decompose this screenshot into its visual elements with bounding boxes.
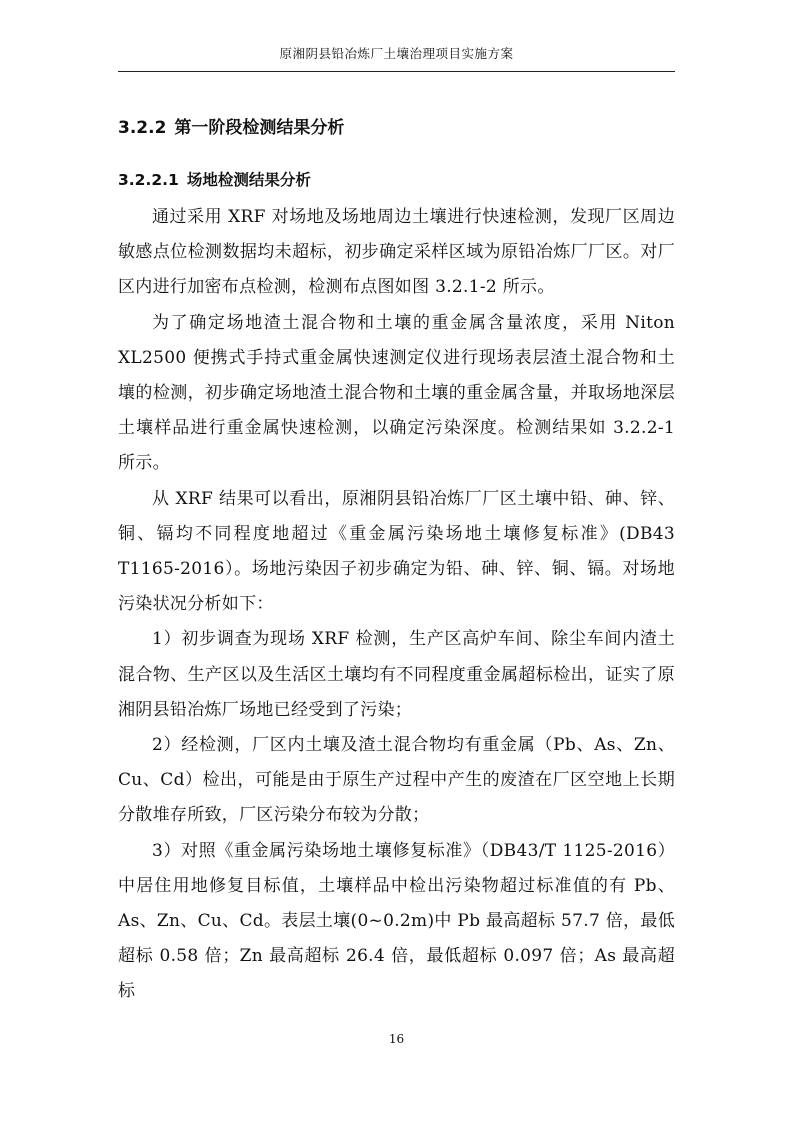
paragraph: 从 XRF 结果可以看出，原湘阴县铅冶炼厂厂区土壤中铅、砷、锌、铜、镉均不同程度地超过《重金属污染场地土壤修复标准》(DB43 T1165-2016）。场地污染因子初步确定为铅、砷、锌、铜、镉。对场地污染状况分析如下： xyxy=(118,488,675,615)
section-title: 第一阶段检测结果分析 xyxy=(174,118,345,138)
subsection-number: 3.2.2.1 xyxy=(118,171,179,189)
header-divider xyxy=(118,71,675,72)
list-item: 3）对照《重金属污染场地土壤修复标准》（DB43/T 1125-2016）中居住用地修复目标值，土壤样品中检出污染物超过标准值的有 Pb、As、Zn、Cu、Cd。表层土壤(0~0.2m)中 Pb 最高超标 57.7 倍，最低超标 0.58 倍；Zn 最高超标 26.4 倍，最低超标 0.097 倍；As 最高超标 xyxy=(118,840,675,1002)
page-number: 16 xyxy=(388,1032,405,1046)
list-item: 2）经检测，厂区内土壤及渣土混合物均有重金属（Pb、As、Zn、Cu、Cd）检出，可能是由于原生产过程中产生的废渣在厂区空地上长期分散堆存所致，厂区污染分布较为分散； xyxy=(118,735,675,826)
paragraph: 通过采用 XRF 对场地及场地周边土壤进行快速检测，发现厂区周边敏感点位检测数据均未超标，初步确定采样区域为原铅冶炼厂厂区。对厂区内进行加密布点检测，检测布点图如图 3.2.1-2 所示。 xyxy=(118,207,675,298)
paragraph: 为了确定场地渣土混合物和土壤的重金属含量浓度，采用 Niton XL2500 便携式手持式重金属快速测定仪进行现场表层渣土混合物和土壤的检测，初步确定场地渣土混合物和土壤的重金属含量，并取场地深层土壤样品进行重金属快速检测，以确定污染深度。检测结果如 3.2.2-1 所示。 xyxy=(118,312,675,474)
section-heading xyxy=(118,110,675,146)
subsection-title: 场地检测结果分析 xyxy=(186,171,311,189)
page-content xyxy=(118,110,675,1010)
subsection-heading xyxy=(118,162,675,198)
page-header: 原湘阴县铅冶炼厂土壤治理项目实施方案 xyxy=(279,46,514,61)
list-item: 1）初步调查为现场 XRF 检测，生产区高炉车间、除尘车间内渣土混合物、生产区以及生活区土壤均有不同程度重金属超标检出，证实了原湘阴县铅冶炼厂场地已经受到了污染； xyxy=(118,629,675,720)
section-number: 3.2.2 xyxy=(118,118,167,138)
